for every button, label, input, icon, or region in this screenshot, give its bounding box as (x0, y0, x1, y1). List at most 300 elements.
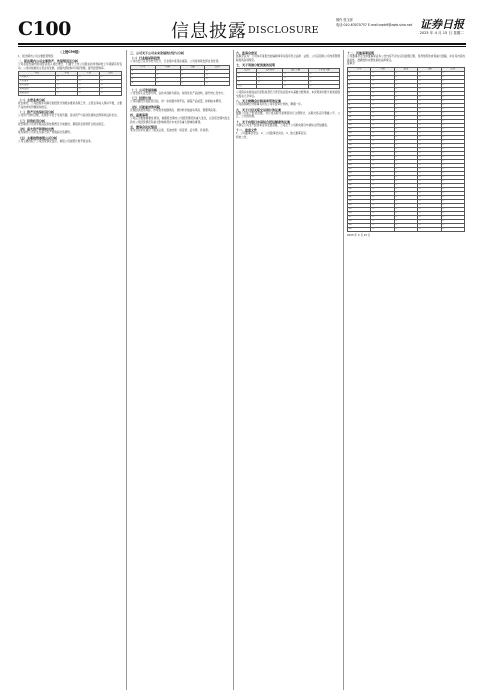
table-cell: — (418, 119, 441, 123)
table-cell: 管理费用 (19, 88, 56, 92)
table-header: 上期 (78, 72, 100, 76)
table-cell: — (371, 107, 394, 111)
table-cell: — (371, 83, 394, 87)
table-cell: 10 (348, 107, 371, 111)
article-column (236, 50, 340, 690)
table-cell: — (155, 73, 180, 77)
table-cell: — (100, 92, 122, 96)
table-cell: — (441, 211, 464, 215)
table-cell: — (441, 171, 464, 175)
table-cell: — (56, 92, 78, 96)
table-cell: 21 (348, 151, 371, 155)
table-cell: — (441, 175, 464, 179)
table-cell: — (371, 211, 394, 215)
table-cell: 2 (131, 73, 156, 77)
table-cell: — (371, 147, 394, 151)
table-cell: — (441, 111, 464, 115)
paragraph: （四）可能面对的风险 (130, 104, 161, 109)
table-cell: 39 (348, 223, 371, 227)
paragraph: 七、关于利润分配预案的说明 (236, 63, 276, 67)
table-cell: — (371, 115, 394, 119)
page-number: C100 (18, 18, 71, 40)
table-cell: — (418, 187, 441, 191)
table-cell: — (180, 81, 205, 85)
table-header: 名称 (371, 67, 394, 71)
table-cell: — (418, 211, 441, 215)
table-cell: — (394, 127, 417, 131)
table-cell: — (441, 99, 464, 103)
paragraph: 六、监事会意见 (236, 51, 258, 55)
table-cell: 营业成本 (19, 80, 56, 84)
paragraph: 三、公司关于公司未来发展的讨论与分析 (130, 51, 185, 55)
table-cell: — (371, 103, 394, 107)
table-cell: — (418, 191, 441, 195)
table-cell: 26 (348, 171, 371, 175)
table-cell: — (418, 183, 441, 187)
table-cell: 27 (348, 175, 371, 179)
paragraph: （一）行业格局和趋势 (130, 56, 161, 60)
table-cell: — (394, 71, 417, 75)
table-cell: 14 (348, 123, 371, 127)
paragraph: 报告期内，公司按照年初制定的经营计划稳步推进各项工作，主营业务收入保持平稳，主要产品的市场份额保持稳定。 (18, 102, 122, 109)
table-cell: — (371, 79, 394, 83)
table-cell: — (418, 127, 441, 131)
table-cell: — (371, 199, 394, 203)
table-cell: — (418, 179, 441, 183)
paragraph: 公司将围绕年度经营目标，进一步加强市场开拓，提高产品质量，控制成本费用。 (130, 100, 224, 103)
table-cell: — (394, 147, 417, 151)
table-cell: — (418, 167, 441, 171)
paragraph: 公司坚持主业发展方向，以技术创新为驱动，持续优化产品结构，提升核心竞争力。 (130, 91, 226, 95)
table-cell: 财务费用 (19, 92, 56, 96)
table-cell: — (371, 179, 394, 183)
table-cell: — (441, 151, 464, 155)
table-cell: 28 (348, 179, 371, 183)
table-cell: 12 (348, 115, 371, 119)
table-cell: — (371, 135, 394, 139)
paragraph: 二、报告期内公司主要资产、负债情况及分析 (18, 59, 79, 63)
table-cell: 23 (348, 159, 371, 163)
column-title: （上接C99版） (58, 50, 82, 54)
table-cell: — (371, 191, 394, 195)
table-cell: 9 (348, 103, 371, 107)
table-cell: — (441, 95, 464, 99)
masthead-info (336, 18, 412, 27)
table-cell: — (283, 81, 309, 85)
table-cell: 19 (348, 143, 371, 147)
table-cell: — (371, 87, 394, 91)
table-cell: — (155, 69, 180, 73)
table-cell: — (180, 77, 205, 81)
table-cell: — (371, 111, 394, 115)
table-cell: 4 (348, 83, 371, 87)
table-header: 序号 (348, 67, 371, 71)
data-table (18, 71, 122, 96)
table-header: 预计金额 (283, 69, 309, 73)
table-cell: 13 (348, 119, 371, 123)
table-cell: — (371, 159, 394, 163)
table-cell: — (237, 77, 257, 81)
table-cell: — (371, 139, 394, 143)
table-cell: — (418, 215, 441, 219)
table-cell: — (418, 207, 441, 211)
table-cell: — (394, 187, 417, 191)
paragraph: 特此公告。 (236, 135, 249, 139)
table-cell: — (283, 85, 309, 89)
table-header: 金额 (180, 65, 205, 69)
table-cell: — (394, 179, 417, 183)
table-cell: — (371, 187, 394, 191)
table-cell: — (257, 81, 283, 85)
article-column (130, 50, 230, 690)
table-cell: 17 (348, 135, 371, 139)
table-header: 项目 (19, 72, 56, 76)
table-cell: — (418, 199, 441, 203)
table-cell: — (418, 103, 441, 107)
table-cell: — (371, 91, 394, 95)
table-cell: 4 (131, 81, 156, 85)
paragraph: 监事会认为：公司本年度报告的编制和审议程序符合法律、法规、公司章程和公司内部管理制度的各项规定。 (236, 55, 340, 62)
table-header: 序号 (131, 65, 156, 69)
table-cell: — (394, 135, 417, 139)
table-cell: — (100, 84, 122, 88)
table-cell: — (394, 123, 417, 127)
table-cell: — (100, 76, 122, 80)
table-cell: — (418, 155, 441, 159)
phone-line: 电话:010-63070757 E-mail:zqrb9@zqrb.sina.net (336, 22, 413, 27)
table-cell: — (441, 155, 464, 159)
table-cell: — (418, 123, 441, 127)
paragraph: 十二、其他事项说明 (347, 51, 375, 55)
table-cell: — (394, 87, 417, 91)
table-cell: — (441, 163, 464, 167)
table-cell: 24 (348, 163, 371, 167)
table-cell: — (441, 71, 464, 75)
table-cell: 7 (348, 95, 371, 99)
table-cell: — (418, 91, 441, 95)
paragraph: 四、重要事项 (130, 113, 149, 117)
table-cell: 销售费用 (19, 84, 56, 88)
paragraph: （五）主要控股参股公司分析 (18, 135, 58, 140)
table-cell: — (394, 159, 417, 163)
table-cell: — (78, 88, 100, 92)
paragraph: 十、关于向银行申请综合授信额度的议案 (236, 119, 291, 124)
table-cell: — (180, 73, 205, 77)
table-cell: — (56, 80, 78, 84)
table-cell: — (371, 163, 394, 167)
table-cell: — (100, 88, 122, 92)
table-cell: — (371, 143, 394, 147)
paragraph: 1、报告期内公司主要经营情况 (18, 54, 54, 58)
paragraph: 十一、备查文件 (236, 128, 258, 132)
table-cell: — (394, 223, 417, 227)
table-cell: — (441, 107, 464, 111)
table-cell: — (441, 199, 464, 203)
table-cell: 37 (348, 215, 371, 219)
table-cell: 29 (348, 183, 371, 187)
paragraph: 董事会 (347, 62, 355, 65)
table-cell: — (441, 195, 464, 199)
table-cell: — (283, 73, 309, 77)
table-cell: 18 (348, 139, 371, 143)
table-cell: — (394, 143, 417, 147)
table-cell: — (155, 81, 180, 85)
paragraph: 公司拟以实施权益分派股权登记日登记的总股本为基数分配利润，本次利润分配方案尚需提交股东大会审议。 (236, 91, 340, 98)
table-cell: 11 (348, 111, 371, 115)
masthead (18, 14, 466, 44)
table-cell: — (418, 99, 441, 103)
table-cell: — (418, 227, 441, 231)
table-cell: 6 (348, 91, 371, 95)
table-cell: — (441, 83, 464, 87)
table-cell: — (371, 123, 394, 127)
table-cell: — (441, 215, 464, 219)
table-cell: — (418, 171, 441, 175)
table-cell: — (441, 139, 464, 143)
paragraph: （一）主营业务分析 (18, 98, 46, 102)
table-cell: — (441, 123, 464, 127)
table-cell: — (371, 227, 394, 231)
table-cell: — (78, 80, 100, 84)
table-cell: — (394, 75, 417, 79)
table-cell: — (237, 73, 257, 77)
table-cell: — (394, 91, 417, 95)
table-cell: — (205, 81, 230, 85)
table-cell: — (371, 215, 394, 219)
table-cell: 25 (348, 167, 371, 171)
table-cell: — (441, 227, 464, 231)
table-cell: — (394, 79, 417, 83)
data-table (130, 65, 230, 86)
table-header: 比例 (205, 65, 230, 69)
table-cell: — (418, 107, 441, 111)
editor-line: 制作 张玉萍 (336, 18, 353, 22)
table-cell: — (371, 171, 394, 175)
paragraph: 为满足公司生产经营和业务发展需要，公司及子公司拟向银行申请综合授信额度。 (236, 123, 330, 127)
table-cell: — (155, 77, 180, 81)
issue-date: 2025 年 4 月 15 日 星期二 (419, 31, 464, 35)
paper-logo: 证券日报 (420, 18, 464, 31)
table-cell: — (418, 147, 441, 151)
paragraph: 公司在报告期内实现营业收入同比增长，归属于上市公司股东的净利润较上年同期有所变动。公司持续推进主营业务发展，加强内部控制与风险管理，提升经营效率。 (18, 63, 122, 70)
table-cell: — (371, 127, 394, 131)
table-cell: — (441, 191, 464, 195)
table-cell: — (418, 163, 441, 167)
masthead-rule (18, 43, 466, 45)
table-cell: — (394, 191, 417, 195)
table-cell: — (441, 127, 464, 131)
table-cell: 22 (348, 155, 371, 159)
table-cell: 2 (348, 75, 371, 79)
table-cell: — (78, 76, 100, 80)
table-cell: — (441, 79, 464, 83)
table-cell: 5 (348, 87, 371, 91)
table-cell: — (371, 195, 394, 199)
paragraph: 报告期内公司对外股权投资按照既定计划推进，募集资金使用符合相关规定。 (18, 122, 107, 126)
table-cell: — (441, 183, 464, 187)
paragraph: 1、公司董事会决议；2、公司监事会决议；3、独立董事意见。 (236, 132, 309, 135)
table-cell: — (257, 73, 283, 77)
table-cell: — (371, 219, 394, 223)
table-cell: — (257, 77, 283, 81)
table-cell: — (394, 171, 417, 175)
table-header: 数量 (394, 67, 417, 71)
table-cell: — (56, 88, 78, 92)
paragraph: （四）重大资产和股权出售 (18, 127, 55, 131)
table-cell: 1 (131, 69, 156, 73)
table-cell: — (205, 73, 230, 77)
table-cell: — (394, 183, 417, 187)
table-cell: — (371, 95, 394, 99)
paragraph: （二）资产及负债状况分析 (18, 110, 55, 114)
table-cell: 合计 (237, 85, 257, 89)
table-cell: 40 (348, 227, 371, 231)
table-cell: — (100, 80, 122, 84)
table-cell: — (371, 71, 394, 75)
table-cell: — (418, 87, 441, 91)
table-cell: 8 (348, 99, 371, 103)
table-cell: 31 (348, 191, 371, 195)
table-cell: — (394, 199, 417, 203)
masthead-rule-thin (18, 46, 466, 47)
table-row (131, 81, 230, 85)
table-cell: — (371, 175, 394, 179)
table-cell: — (418, 159, 441, 163)
table-cell: — (441, 131, 464, 135)
table-cell: — (394, 155, 417, 159)
table-cell: — (418, 83, 441, 87)
table-cell: — (441, 159, 464, 163)
table-cell: — (418, 143, 441, 147)
table-cell: — (371, 119, 394, 123)
table-cell: 营业收入 (19, 76, 56, 80)
table-cell: — (394, 219, 417, 223)
paragraph: 报告期内公司未发生重大资产和股权出售情形。 (18, 131, 73, 134)
table-cell: — (441, 207, 464, 211)
table-cell: 30 (348, 187, 371, 191)
table-cell: — (56, 76, 78, 80)
table-cell: — (418, 135, 441, 139)
table-header: 变动 (100, 72, 122, 76)
table-header: 关联方 (237, 69, 257, 73)
table-header: 上年发生额 (308, 69, 339, 73)
table-cell: — (418, 75, 441, 79)
table-cell: — (371, 151, 394, 155)
data-table (236, 68, 340, 89)
table-cell: 3 (348, 79, 371, 83)
paragraph: 2025 年 4 月 15 日 (347, 233, 371, 237)
table-header: 名称 (155, 65, 180, 69)
table-cell: — (441, 75, 464, 79)
table-cell: 16 (348, 131, 371, 135)
table-cell: — (418, 115, 441, 119)
table-cell: — (418, 223, 441, 227)
table-cell: 20 (348, 147, 371, 151)
table-cell: 15 (348, 127, 371, 131)
paragraph: （三）投资状况分析 (18, 118, 46, 123)
table-cell: — (441, 187, 464, 191)
table-cell: — (441, 179, 464, 183)
table-cell: — (441, 115, 464, 119)
table-cell: 32 (348, 195, 371, 199)
table-cell: — (56, 84, 78, 88)
paragraph: 公司主要控股子公司经营情况良好，参股公司按照计划开展业务。 (18, 139, 94, 143)
table-cell: — (371, 131, 394, 135)
table-cell: — (371, 75, 394, 79)
paragraph: 公司资产结构合理，负债水平处于可控范围，流动资产与流动负债的比例保持良好状态。 (18, 114, 120, 117)
table-cell: — (205, 77, 230, 81)
table-cell: 33 (348, 199, 371, 203)
table-cell: — (418, 71, 441, 75)
table-cell: — (418, 111, 441, 115)
table-cell: — (394, 139, 417, 143)
table-cell (257, 85, 283, 89)
paragraph: 五、董事会决议情况 (130, 125, 158, 129)
table-cell: — (308, 85, 339, 89)
table-cell: — (371, 99, 394, 103)
table-cell: — (418, 139, 441, 143)
table-cell: — (371, 203, 394, 207)
table-cell: — (394, 167, 417, 171)
table-cell: — (418, 79, 441, 83)
table-cell: — (441, 87, 464, 91)
table-cell: — (205, 69, 230, 73)
table-cell: — (418, 219, 441, 223)
table-cell: — (394, 95, 417, 99)
table-cell: — (418, 95, 441, 99)
article-column (18, 50, 122, 690)
paragraph: 公司应当根据重要性原则，披露报告期内公司经营情况的重大变化，以及报告期内发生的对公司经营情况有重大影响和预计未来会有重大影响的事项。 (130, 117, 230, 124)
table-cell: — (371, 155, 394, 159)
paragraph: 九、关于日常关联交易预计的议案 (236, 107, 282, 112)
table-cell: 35 (348, 207, 371, 211)
table-cell: — (394, 163, 417, 167)
table-cell: — (283, 77, 309, 81)
table-cell: — (394, 211, 417, 215)
article-column (347, 50, 465, 690)
table-cell: — (394, 227, 417, 231)
table-cell: — (418, 131, 441, 135)
table-cell: 38 (348, 219, 371, 223)
table-cell: — (371, 183, 394, 187)
table-cell: — (371, 223, 394, 227)
table-cell: 1 (348, 71, 371, 75)
table-header: 本期 (56, 72, 78, 76)
table-cell: — (418, 151, 441, 155)
table-cell: 34 (348, 203, 371, 207)
table-cell: — (78, 92, 100, 96)
table-cell: — (441, 143, 464, 147)
table-cell: — (418, 195, 441, 199)
table-cell: 3 (131, 77, 156, 81)
paragraph: 本次会议审议通过了相关议案，表决结果：同意票、反对票、弃权票。 (130, 129, 211, 132)
table-header: 金额 (418, 67, 441, 71)
table-row (237, 85, 340, 89)
paragraph: 公司所处行业竞争较为充分，行业集中度逐步提高，公司将持续发挥自身优势。 (130, 60, 221, 63)
table-cell: — (394, 151, 417, 155)
table-cell: — (394, 175, 417, 179)
table-cell: — (441, 147, 464, 151)
table-cell: — (418, 203, 441, 207)
table-cell: — (394, 115, 417, 119)
table-cell: — (394, 111, 417, 115)
table-header: 交易内容 (257, 69, 283, 73)
table-cell: — (394, 203, 417, 207)
table-cell: — (394, 195, 417, 199)
data-table (347, 67, 465, 232)
table-cell: — (441, 167, 464, 171)
paragraph: 宏观经济波动风险、市场竞争加剧风险、原材料价格波动风险、管理风险等。 (130, 108, 219, 112)
